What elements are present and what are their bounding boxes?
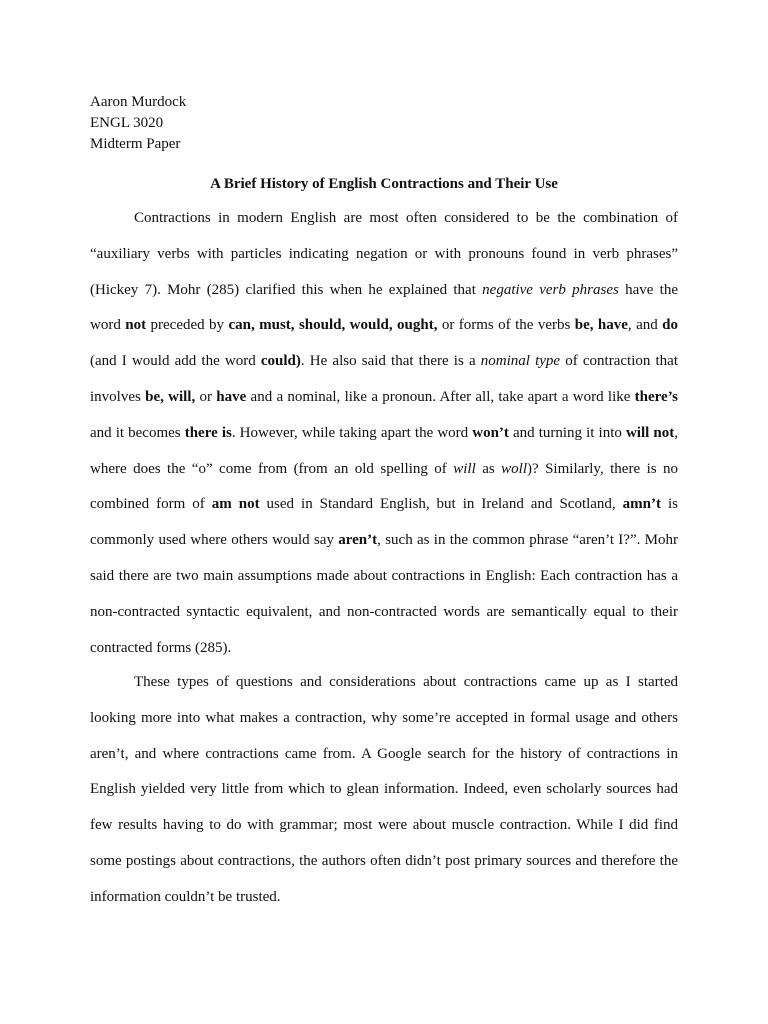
text-line xyxy=(90,452,678,488)
text-run: , such as in the common phrase “aren’t I?”. Mohr xyxy=(377,532,678,549)
bold-term: do xyxy=(662,317,679,334)
body-paragraph-1 xyxy=(90,201,678,666)
text-run: )? Similarly, there is no xyxy=(527,460,679,477)
bold-term: amn’t xyxy=(622,496,661,513)
text-line xyxy=(90,201,678,237)
author-name: Aaron Murdock xyxy=(90,94,187,110)
text-run: have the xyxy=(618,281,679,298)
italic-term: will xyxy=(453,460,476,477)
bold-term: won’t xyxy=(472,424,509,441)
text-run: word xyxy=(90,317,126,334)
bold-term: there’s xyxy=(634,388,678,405)
italic-term: negative verb phrases xyxy=(482,281,619,298)
bold-term: there is xyxy=(184,424,232,441)
bold-term: have xyxy=(216,388,247,405)
text-line xyxy=(90,273,678,309)
text-run: looking more into what makes a contraction, why some’re accepted in formal usage and others xyxy=(90,709,678,726)
bold-term: will not xyxy=(625,424,675,441)
text-line xyxy=(90,772,678,808)
bold-term: could) xyxy=(260,353,301,370)
text-run: as xyxy=(475,460,502,477)
bold-term: be, will, xyxy=(145,388,196,405)
text-line xyxy=(90,237,678,273)
text-run: contracted forms (285). xyxy=(90,639,232,656)
text-line xyxy=(90,631,678,667)
assignment-name: Midterm Paper xyxy=(90,136,181,152)
paper-header xyxy=(90,92,186,155)
text-line xyxy=(90,737,678,773)
text-run: information couldn’t be trusted. xyxy=(90,888,281,905)
text-run: or xyxy=(195,388,217,405)
italic-term: nominal type xyxy=(480,353,561,370)
bold-term: be, have xyxy=(574,317,628,334)
text-run: preceded by xyxy=(146,317,229,334)
text-line xyxy=(90,595,678,631)
text-run: Contractions in modern English are most often considered to be the combination of xyxy=(134,210,678,226)
course-code: ENGL 3020 xyxy=(90,115,164,131)
text-line xyxy=(90,416,678,452)
text-line xyxy=(90,523,678,559)
text-line xyxy=(90,344,678,380)
text-run: and it becomes xyxy=(90,424,185,441)
text-run: commonly used where others would say xyxy=(90,532,339,549)
text-run: where does the “o” come from (from an old spelling of xyxy=(90,460,454,477)
text-run: , and xyxy=(627,317,663,334)
text-run: (Hickey 7). Mohr (285) clarified this when he explained that xyxy=(90,281,483,298)
text-line xyxy=(90,808,678,844)
bold-term: am not xyxy=(211,496,260,513)
text-run: and a nominal, like a pronoun. After all, take apart a word like xyxy=(246,388,635,405)
text-run: “auxiliary verbs with particles indicating negation or with pronouns found in verb phrases” xyxy=(90,245,678,262)
bold-term: not xyxy=(125,317,147,334)
text-run: involves xyxy=(90,388,146,405)
text-run: non-contracted syntactic equivalent, and non-contracted words are semantically equal to their xyxy=(90,603,678,620)
text-run: English yielded very little from which to glean information. Indeed, even scholarly sources had xyxy=(90,781,678,798)
text-run: said there are two main assumptions made about contractions in English: Each contraction has a xyxy=(90,567,678,584)
body-paragraph-2 xyxy=(90,665,678,916)
text-run: . However, while taking apart the word xyxy=(231,424,473,441)
text-run: aren’t, and where contractions came from. A Google search for the history of contractions in xyxy=(90,745,678,762)
bold-term: aren’t xyxy=(338,532,378,549)
text-run: used in Standard English, but in Ireland and Scotland, xyxy=(259,496,623,513)
text-run: (and I would add the word xyxy=(90,353,261,370)
text-run: combined form of xyxy=(90,496,212,513)
text-line xyxy=(90,559,678,595)
text-run: , xyxy=(674,424,678,441)
text-line xyxy=(90,844,678,880)
text-line xyxy=(90,701,678,737)
bold-term: can, must, should, would, ought, xyxy=(228,317,438,334)
text-run: and turning it into xyxy=(508,424,626,441)
text-line xyxy=(90,308,678,344)
text-line xyxy=(90,665,678,701)
text-line xyxy=(90,487,678,523)
text-run: of contraction that xyxy=(560,353,679,370)
text-run: some postings about contractions, the authors often didn’t post primary sources and therefore the xyxy=(90,852,678,869)
text-run: few results having to do with grammar; most were about muscle contraction. While I did find xyxy=(90,817,678,834)
paper-title: A Brief History of English Contractions and Their Use xyxy=(210,176,558,192)
text-line xyxy=(90,380,678,416)
text-line xyxy=(90,880,678,916)
text-run: . He also said that there is a xyxy=(300,353,481,370)
italic-term: woll xyxy=(501,460,527,477)
text-run: is xyxy=(661,496,678,513)
text-run: These types of questions and considerations about contractions came up as I started xyxy=(134,674,678,690)
text-run: or forms of the verbs xyxy=(437,317,575,334)
